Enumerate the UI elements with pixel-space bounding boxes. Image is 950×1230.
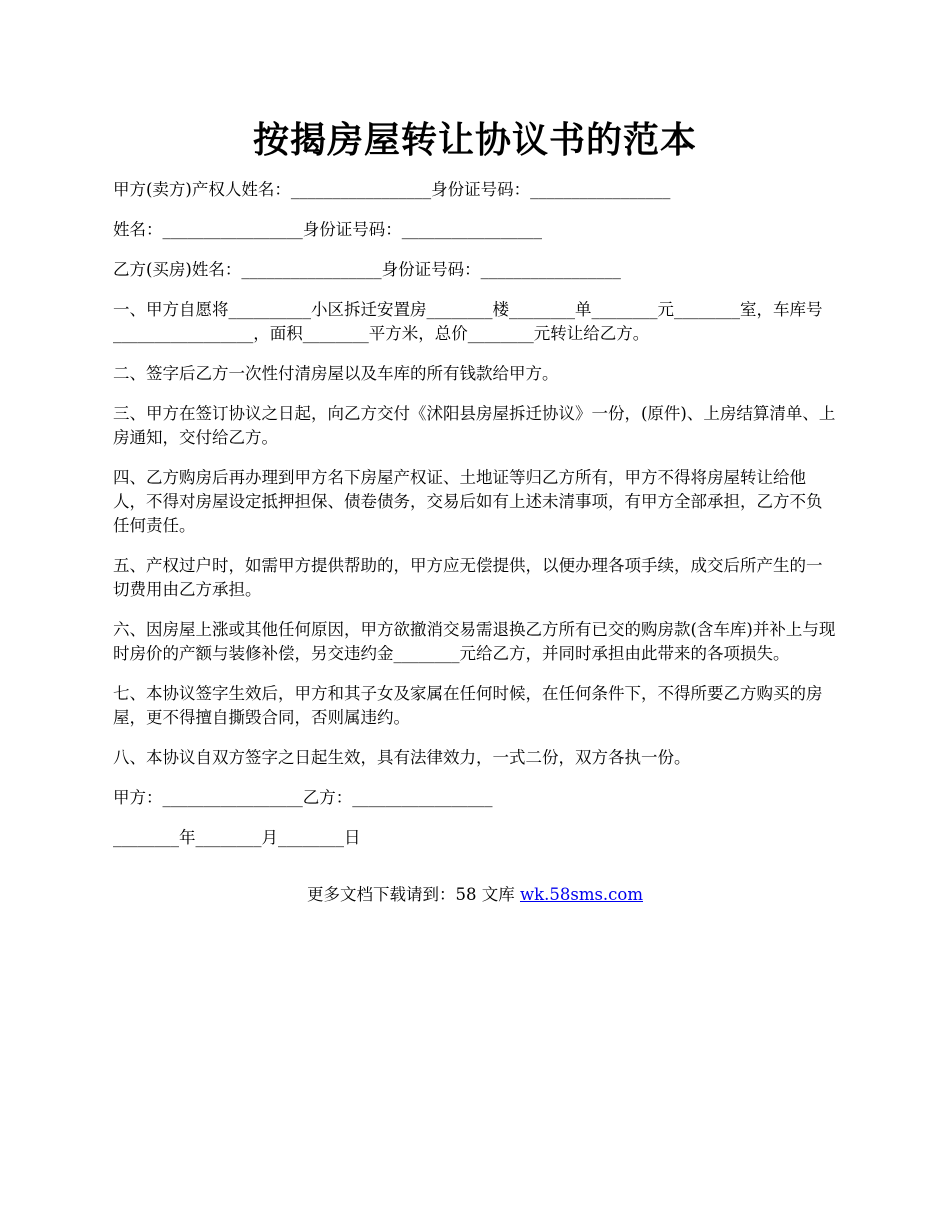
footer-text: 更多文档下载请到：58 文库: [306, 885, 520, 904]
footer-link[interactable]: wk.58sms.com: [519, 885, 643, 904]
download-footer: [0, 883, 950, 907]
seller-name-line: 姓名：_________________身份证号码：_________________: [113, 220, 542, 239]
clause-1: 一、甲方自愿将__________小区拆迁安置房________楼________单________元________室，车库号_________________，面积________平方米，总价________元转让给乙方。: [113, 300, 823, 343]
clause-6: 六、因房屋上涨或其他任何原因，甲方欲撤消交易需退换乙方所有已交的购房款(含车库)并补上与现时房价的产额与装修补偿，另交违约金________元给乙方，并同时承担由此带来的各项损失。: [113, 620, 836, 663]
seller-owner-line: 甲方(卖方)产权人姓名：_________________身份证号码：_________________: [113, 180, 671, 199]
clause-5: 五、产权过户时，如需甲方提供帮助的，甲方应无偿提供，以便办理各项手续，成交后所产生的一切费用由乙方承担。: [113, 556, 823, 599]
clause-8: 八、本协议自双方签字之日起生效，具有法律效力，一式二份，双方各执一份。: [113, 748, 691, 767]
clause-3: 三、甲方在签订协议之日起，向乙方交付《沭阳县房屋拆迁协议》一份，(原件)、上房结算清单、上房通知，交付给乙方。: [113, 404, 836, 447]
clause-4: 四、乙方购房后再办理到甲方名下房屋产权证、土地证等归乙方所有，甲方不得将房屋转让给他人，不得对房屋设定抵押担保、债卷债务，交易后如有上述未清事项，有甲方全部承担，乙方不负任何责任。: [113, 468, 823, 535]
document-body: [113, 178, 838, 866]
document-title: 按揭房屋转让协议书的范本: [252, 119, 697, 161]
clause-2: 二、签字后乙方一次性付清房屋以及车库的所有钱款给甲方。: [113, 364, 559, 383]
date-line: ________年________月________日: [113, 828, 361, 847]
signature-line: 甲方：_________________乙方：_________________: [113, 788, 493, 807]
clause-7: 七、本协议签字生效后，甲方和其子女及家属在任何时候，在任何条件下，不得所要乙方购买的房屋，更不得擅自撕毁合同，否则属违约。: [113, 684, 823, 727]
buyer-name-line: 乙方(买房)姓名：_________________身份证号码：_________________: [113, 260, 621, 279]
